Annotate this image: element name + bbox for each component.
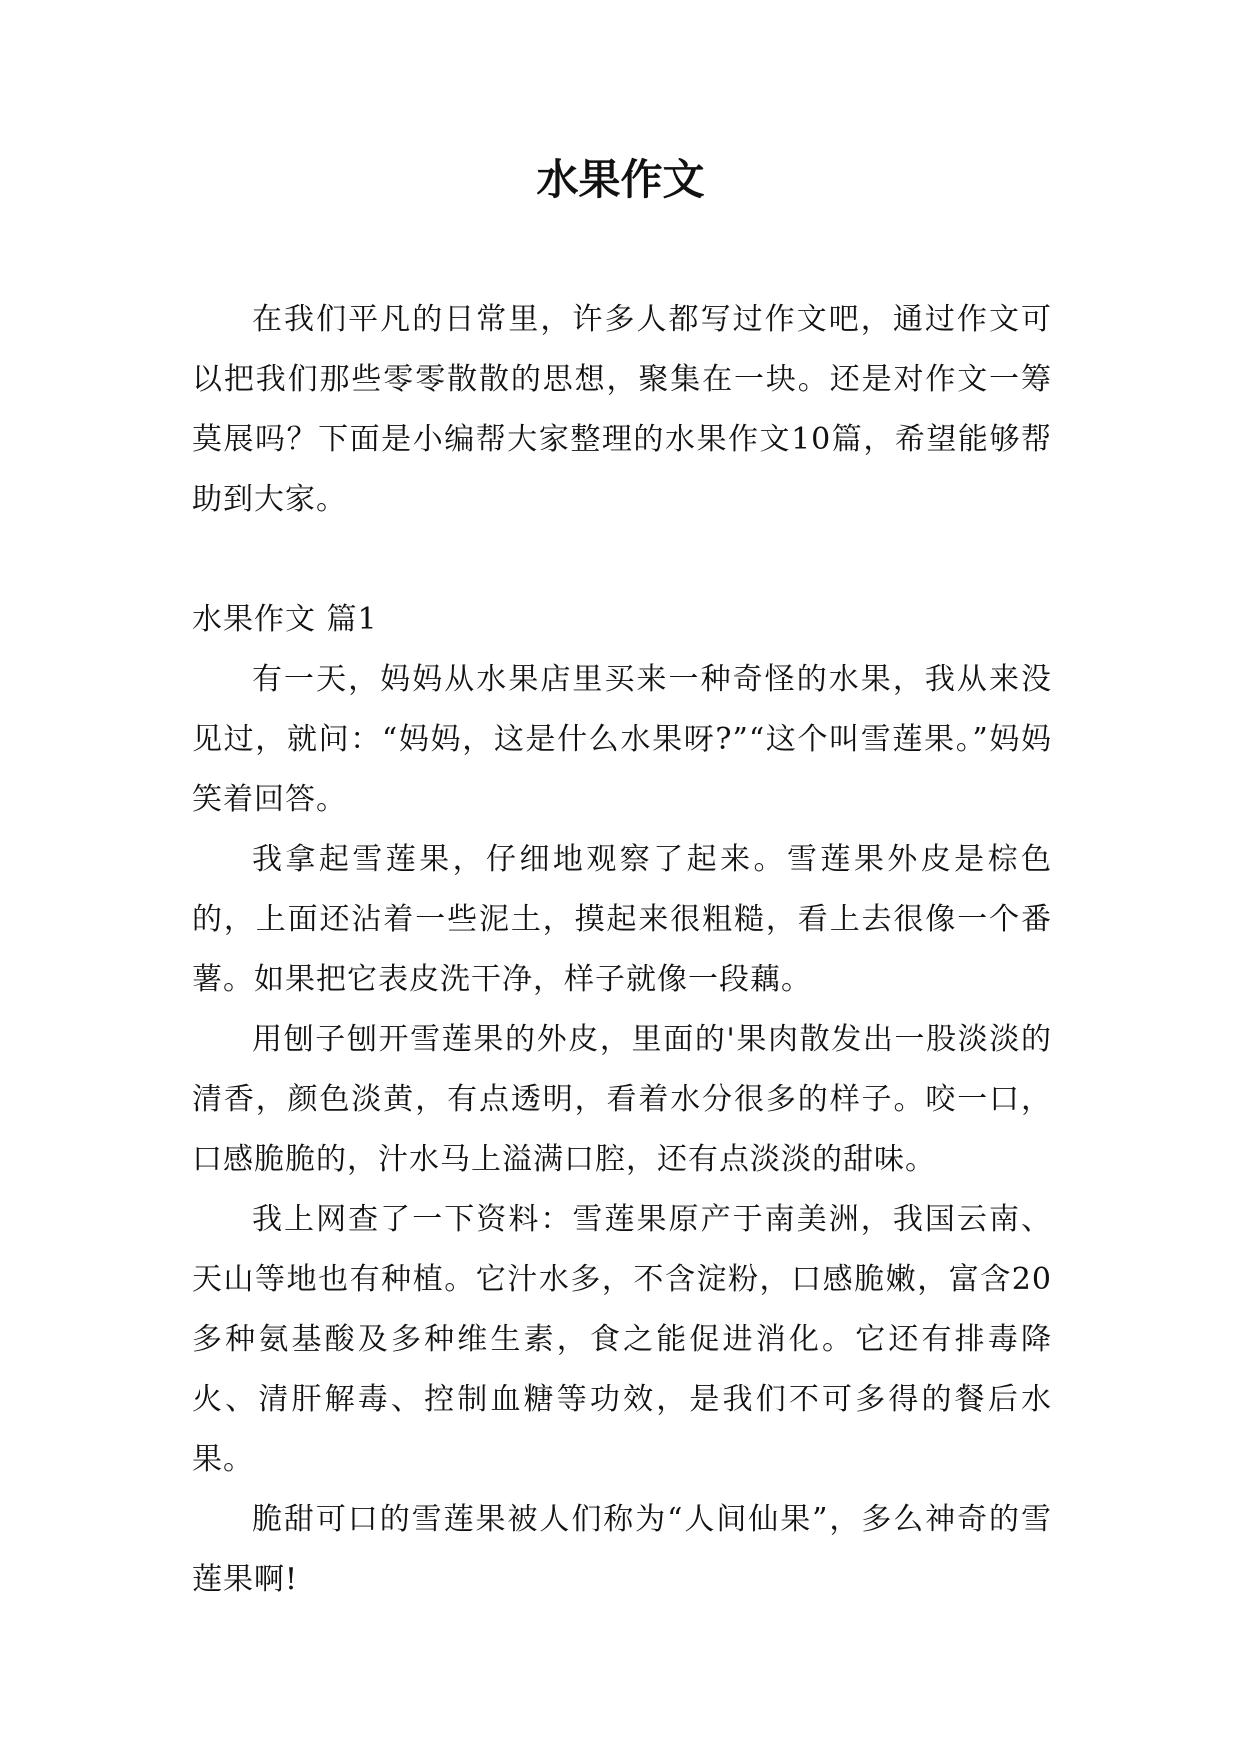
body-paragraph-3: 用刨子刨开雪莲果的外皮，里面的'果肉散发出一股淡淡的清香，颜色淡黄，有点透明，看着水分很多的样子。咬一口，口感脆脆的，汁水马上溢满口腔，还有点淡淡的甜味。	[192, 1022, 1052, 1177]
page-title: 水果作文	[536, 155, 705, 204]
intro-paragraph: 在我们平凡的日常里，许多人都写过作文吧，通过作文可以把我们那些零零散散的思想，聚集在一块。还是对作文一筹莫展吗？下面是小编帮大家整理的水果作文10篇，希望能够帮助到大家。	[192, 302, 1052, 517]
section-heading: 水果作文 篇1	[192, 602, 378, 637]
body-paragraph-4: 我上网查了一下资料：雪莲果原产于南美洲，我国云南、天山等地也有种植。它汁水多，不含淀粉，口感脆嫩，富含20多种氨基酸及多种维生素，食之能促进消化。它还有排毒降火、清肝解毒、控制血糖等功效，是我们不可多得的餐后水果。	[192, 1202, 1052, 1477]
body-paragraph-2: 我拿起雪莲果，仔细地观察了起来。雪莲果外皮是棕色的，上面还沾着一些泥土，摸起来很粗糙，看上去很像一个番薯。如果把它表皮洗干净，样子就像一段藕。	[192, 842, 1052, 997]
body-paragraph-5: 脆甜可口的雪莲果被人们称为“人间仙果”，多么神奇的雪莲果啊!	[192, 1502, 1052, 1597]
document-body	[192, 290, 1052, 1610]
body-paragraph-1: 有一天，妈妈从水果店里买来一种奇怪的水果，我从来没见过，就问：“妈妈，这是什么水果呀?”“这个叫雪莲果。”妈妈笑着回答。	[192, 662, 1052, 817]
